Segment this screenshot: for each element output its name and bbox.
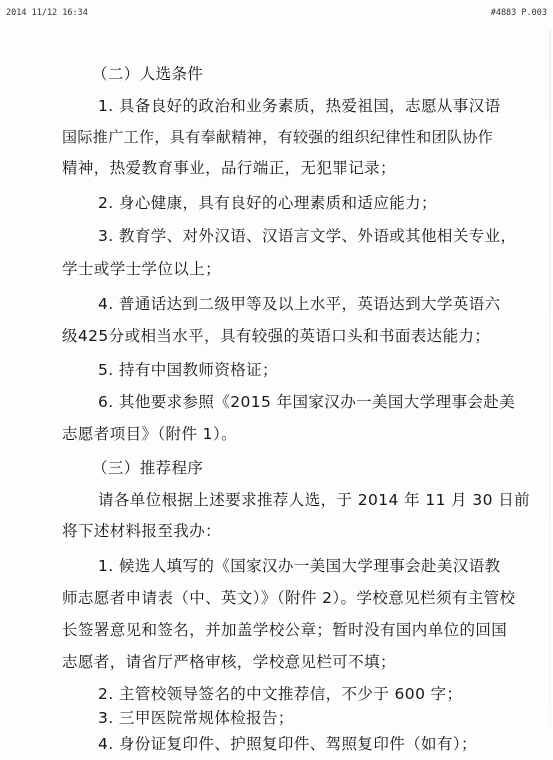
condition-1-line-1: 1. 具备良好的政治和业务素质，热爱祖国，志愿从事汉语 — [98, 97, 501, 115]
condition-6-line-1: 6. 其他要求参照《2015 年国家汉办一美国大学理事会赴美 — [98, 393, 516, 411]
material-3-line-1: 3. 三甲医院常规体检报告； — [98, 709, 294, 727]
procedure-intro-line-1: 请各单位根据上述要求推荐人选，于 2014 年 11 月 30 日前 — [98, 491, 531, 509]
material-4-line-1: 4. 身份证复印件、护照复印件、驾照复印件（如有）； — [98, 735, 477, 753]
procedure-intro-line-2: 将下述材料报至我办： — [62, 522, 222, 540]
material-1-line-3: 长签署意见和签名，并加盖学校公章；暂时没有国内单位的回国 — [62, 621, 508, 639]
condition-3-line-1: 3. 教育学、对外汉语、汉语言文学、外语或其他相关专业， — [98, 227, 517, 245]
condition-4-line-2: 级425分或相当水平，具有较强的英语口头和书面表达能力； — [62, 327, 491, 345]
fax-header — [6, 8, 547, 22]
condition-4-line-1: 4. 普通话达到二级甲等及以上水平，英语达到大学英语六 — [98, 295, 501, 313]
condition-1-line-2: 国际推广工作，具有奉献精神，有较强的组织纪律性和团队协作 — [62, 128, 494, 146]
material-1-line-4: 志愿者，请省厅严格审核，学校意见栏可不填； — [62, 653, 396, 671]
material-1-line-2: 师志愿者申请表（中、英文）》（附件 2）。学校意见栏须有主管校 — [62, 589, 516, 607]
section-heading-conditions: （二）人选条件 — [92, 65, 204, 83]
material-2-line-1: 2. 主管校领导签名的中文推荐信，不少于 600 字； — [98, 685, 463, 703]
fax-page-code: #4883 P.003 — [490, 8, 547, 18]
condition-1-line-3: 精神，热爱教育事业，品行端正，无犯罪记录； — [62, 159, 396, 177]
section-heading-procedure: （三）推荐程序 — [92, 459, 204, 477]
condition-5-line-1: 5. 持有中国教师资格证； — [98, 361, 278, 379]
condition-3-line-2: 学士或学士学位以上； — [62, 260, 222, 278]
condition-2-line-1: 2. 身心健康，具有良好的心理素质和适应能力； — [98, 194, 437, 212]
condition-6-line-2: 志愿者项目》（附件 1）。 — [62, 425, 237, 443]
scan-edge-shadow — [549, 30, 551, 730]
fax-datetime: 2014 11/12 16:34 — [6, 8, 88, 18]
material-1-line-1: 1. 候选人填写的《国家汉办一美国大学理事会赴美汉语教 — [98, 557, 501, 575]
